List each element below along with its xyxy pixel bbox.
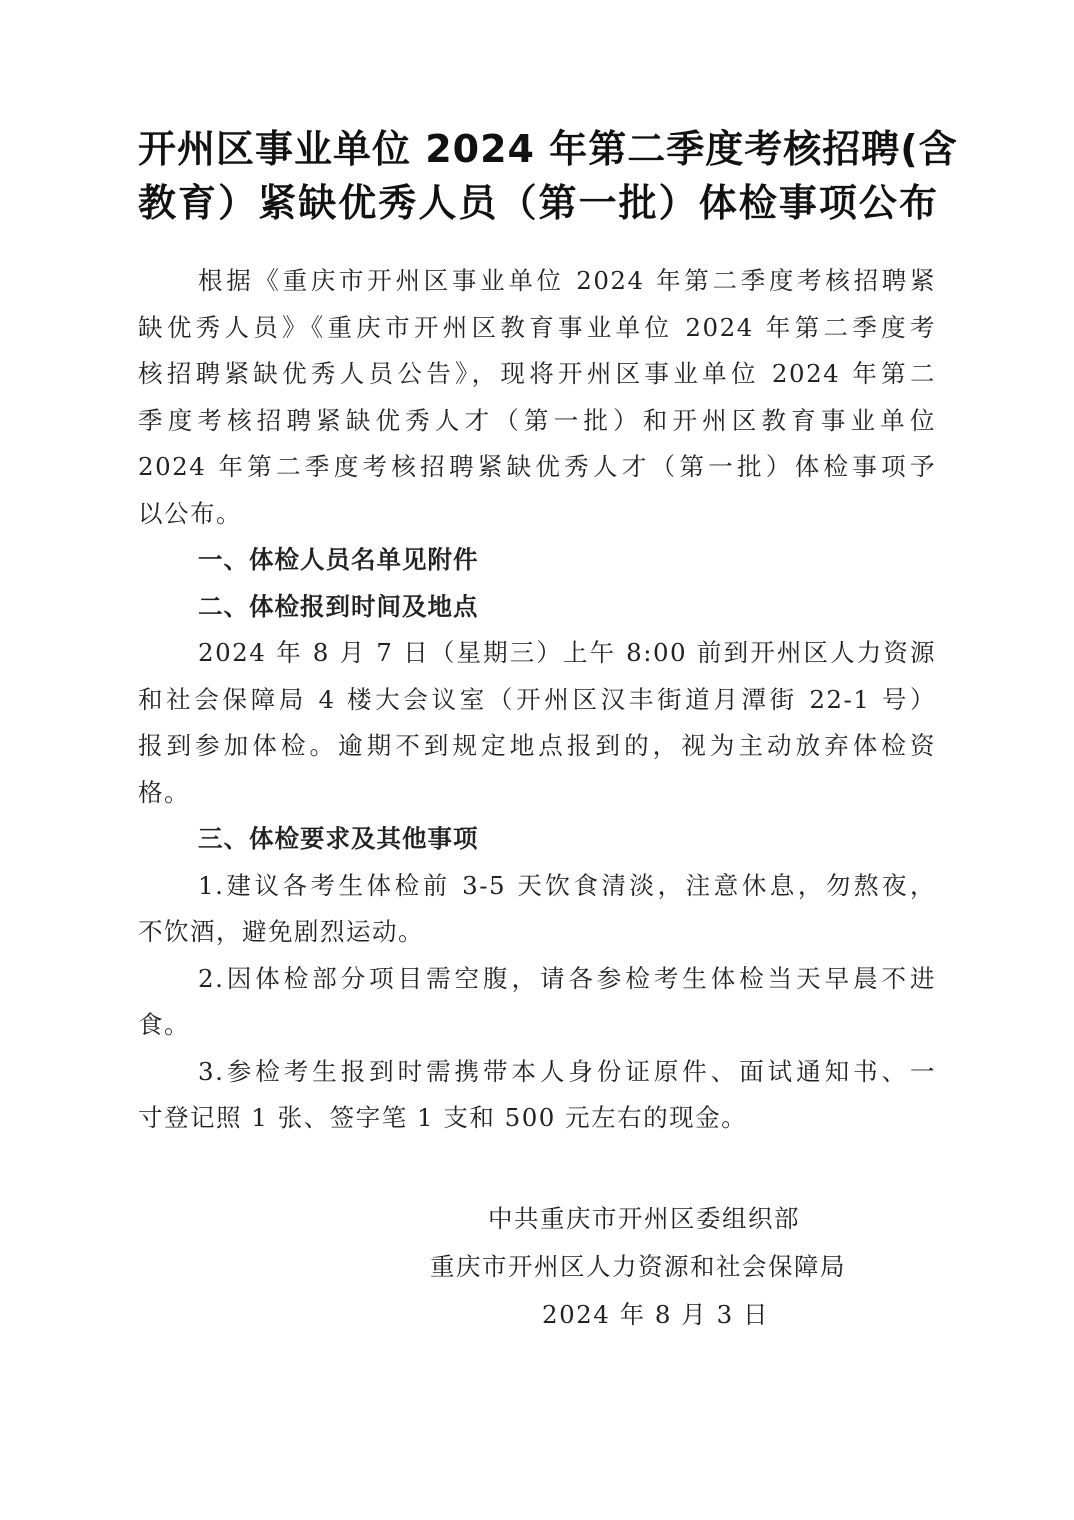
intro-line: 2024 年第二季度考核招聘紧缺优秀人才（第一批）体检事项予 [138,452,936,481]
section-1-heading: 一、体检人员名单见附件 [198,545,479,574]
intro-line: 季度考核招聘紧缺优秀人才（第一批）和开州区教育事业单位 [138,405,936,435]
section-3-heading: 三、体检要求及其他事项 [198,824,479,853]
intro-line: 根据《重庆市开州区事业单位 2024 年第二季度考核招聘紧 [198,266,936,295]
document-body [138,258,936,1142]
intro-line: 核招聘紧缺优秀人员公告》，现将开州区事业单位 2024 年第二 [138,359,936,388]
section-3-item-3: 3.参检考生报到时需携带本人身份证原件、面试通知书、一 [198,1056,936,1086]
signature-date: 2024 年 8 月 3 日 [542,1300,769,1329]
section-3-item-2: 2.因体检部分项目需空腹，请各参检考生体检当天早晨不进 [198,963,936,993]
section-3-item-1: 1.建议各考生体检前 3-5 天饮食清淡，注意休息，勿熬夜， [198,870,936,900]
section-2-line: 格。 [138,777,190,807]
section-2-heading: 二、体检报到时间及地点 [198,591,479,621]
page-title [138,122,958,230]
intro-line: 以公布。 [138,498,242,528]
signature-block [400,1195,920,1339]
section-2-line: 和社会保障局 4 楼大会议室（开州区汉丰街道月潭街 22-1 号） [138,684,936,714]
signature-org-1: 中共重庆市开州区委组织部 [488,1204,800,1233]
section-3-item-3: 寸登记照 1 张、签字笔 1 支和 500 元左右的现金。 [138,1103,748,1132]
signature-org-2: 重庆市开州区人力资源和社会保障局 [430,1252,846,1281]
title-line-1: 开州区事业单位 2024 年第二季度考核招聘(含 [138,127,958,171]
section-2-line: 2024 年 8 月 7 日（星期三）上午 8:00 前到开州区人力资源 [198,638,936,667]
section-3-item-1: 不饮酒，避免剧烈运动。 [138,917,424,946]
section-3-item-2: 食。 [138,1010,190,1039]
title-line-2: 教育）紧缺优秀人员（第一批）体检事项公布 [138,181,938,225]
intro-line: 缺优秀人员》《重庆市开州区教育事业单位 2024 年第二季度考 [138,312,936,342]
section-2-line: 报到参加体检。逾期不到规定地点报到的，视为主动放弃体检资 [138,731,936,760]
